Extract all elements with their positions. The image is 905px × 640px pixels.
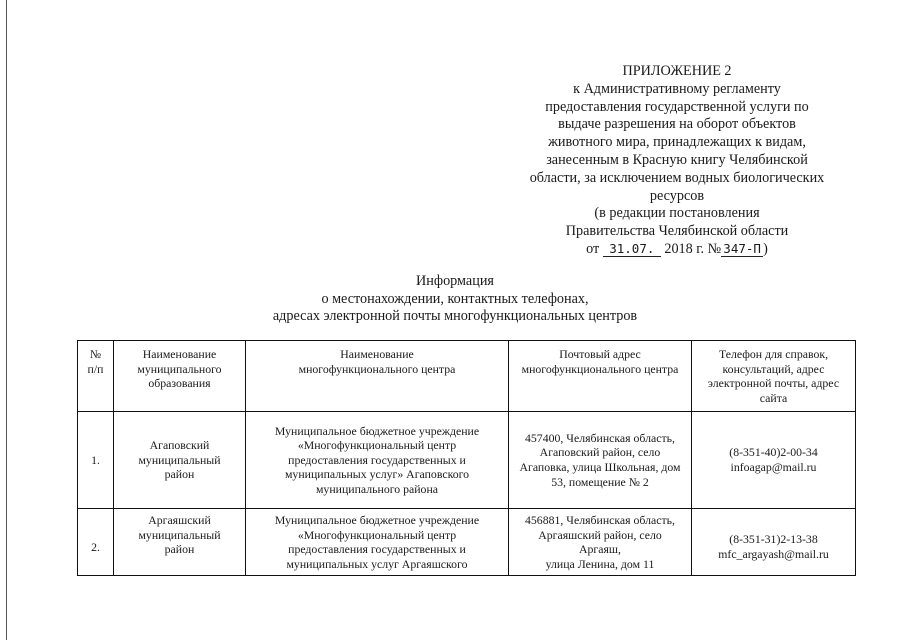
cell-text-line: Агаповский район, село <box>539 445 661 460</box>
date-field: 31.07. <box>603 242 661 257</box>
cell-text-line: муниципального района <box>315 481 439 496</box>
header-line: ресурсов <box>649 187 705 204</box>
cell-text-line: «Многофункциональный центр <box>297 527 457 542</box>
column-header-contacts <box>692 341 856 412</box>
cell-text-line: Аргаяшский <box>148 513 211 527</box>
center-name-cell <box>246 412 509 509</box>
cell-text-line: Наименование <box>340 347 414 361</box>
cell-text-line: Муниципальное бюджетное учреждение <box>274 423 480 438</box>
date-line <box>512 241 842 259</box>
table-row <box>78 509 856 576</box>
postal-address-cell <box>509 412 692 509</box>
cell-text-line: муниципальный <box>138 452 221 467</box>
appendix-header <box>512 63 842 259</box>
cell-text-line: район <box>164 542 195 557</box>
cell-text-line: район <box>164 467 195 482</box>
postal-address-cell <box>509 509 692 576</box>
document-title <box>205 273 705 326</box>
cell-text-line: № <box>89 347 102 361</box>
cell-text-line: Агаповский <box>149 438 210 453</box>
header-line: (в редакции постановления <box>594 205 760 222</box>
header-line: Правительства Челябинской области <box>565 223 789 240</box>
column-header-postal-address <box>509 341 692 412</box>
cell-text-line: 53, помещение № 2 <box>551 474 649 489</box>
cell-text-line: п/п <box>87 361 104 376</box>
scan-edge-line <box>6 0 7 640</box>
cell-text-line: многофункционального центра <box>298 361 456 376</box>
cell-text-line: муниципальный <box>138 527 221 542</box>
cell-text-line: муниципального <box>137 361 222 376</box>
cell-text-line: предоставления государственных и <box>288 542 466 557</box>
municipality-cell <box>114 509 246 576</box>
cell-text-line: сайта <box>759 390 788 405</box>
cell-text-line: электронной почты, адрес <box>707 376 840 391</box>
column-header-municipality <box>114 341 246 412</box>
cell-text-line: предоставления государственных и <box>288 452 466 467</box>
title-line: Информация <box>416 273 494 289</box>
cell-text-line: (8-351-40)2-00-34 <box>729 445 818 460</box>
table-header-row <box>78 341 856 412</box>
title-line: адресах электронной почты многофункциональных центров <box>272 308 638 325</box>
contacts-cell <box>692 509 856 576</box>
column-header-number <box>78 341 114 412</box>
closing-paren: ) <box>763 240 768 257</box>
title-line: о местонахождении, контактных телефонах, <box>321 290 589 307</box>
row-number <box>78 509 114 576</box>
date-prefix: от <box>586 240 600 257</box>
cell-text-line: улица Ленина, дом 11 <box>545 556 655 571</box>
cell-text-line: Наименование <box>142 347 217 361</box>
header-line: животного мира, принадлежащих к видам, <box>548 134 806 151</box>
mfc-info-table <box>77 340 856 576</box>
appendix-label: ПРИЛОЖЕНИЕ 2 <box>622 63 732 79</box>
cell-text-line: 457400, Челябинская область, <box>525 430 675 445</box>
cell-text-line: Телефон для справок, <box>718 347 829 361</box>
year-text: 2018 г. № <box>664 240 722 257</box>
contacts-cell <box>692 412 856 509</box>
cell-text-line: консультаций, адрес <box>722 361 825 376</box>
cell-text-line: муниципальных услуг» Агаповского <box>284 467 470 482</box>
row-number <box>78 412 114 509</box>
cell-text-line: Агаповка, улица Школьная, дом <box>519 460 681 474</box>
header-line: предоставления государственной услуги по <box>545 98 809 115</box>
cell-text-line: Аргаяш, <box>579 542 621 557</box>
cell-text-line: Почтовый адрес <box>559 347 641 361</box>
cell-text-line: муниципальных услуг Аргаяшского <box>286 556 468 571</box>
header-line: области, за исключением водных биологических <box>529 169 825 186</box>
header-line: выдаче разрешения на оборот объектов <box>558 116 796 133</box>
header-line: к Административному регламенту <box>573 80 781 97</box>
cell-text-line: infoagap@mail.ru <box>730 460 817 474</box>
header-line: занесенным в Красную книгу Челябинской <box>546 151 808 168</box>
cell-text-line: 456881, Челябинская область, <box>525 513 675 527</box>
cell-text-line: 1. <box>91 452 100 467</box>
cell-text-line: Муниципальное бюджетное учреждение <box>274 513 480 527</box>
cell-text-line: Аргаяшский район, село <box>538 527 662 542</box>
center-name-cell <box>246 509 509 576</box>
cell-text-line: многофункционального центра <box>521 361 679 376</box>
cell-text-line: образования <box>148 376 211 391</box>
cell-text-line: «Многофункциональный центр <box>297 438 457 453</box>
cell-text-line: (8-351-31)2-13-38 <box>729 532 818 547</box>
resolution-number-field: 347-П <box>721 242 763 257</box>
table-row <box>78 412 856 509</box>
column-header-center-name <box>246 341 509 412</box>
municipality-cell <box>114 412 246 509</box>
cell-text-line: mfc_argayash@mail.ru <box>718 547 829 561</box>
cell-text-line: 2. <box>91 539 100 554</box>
